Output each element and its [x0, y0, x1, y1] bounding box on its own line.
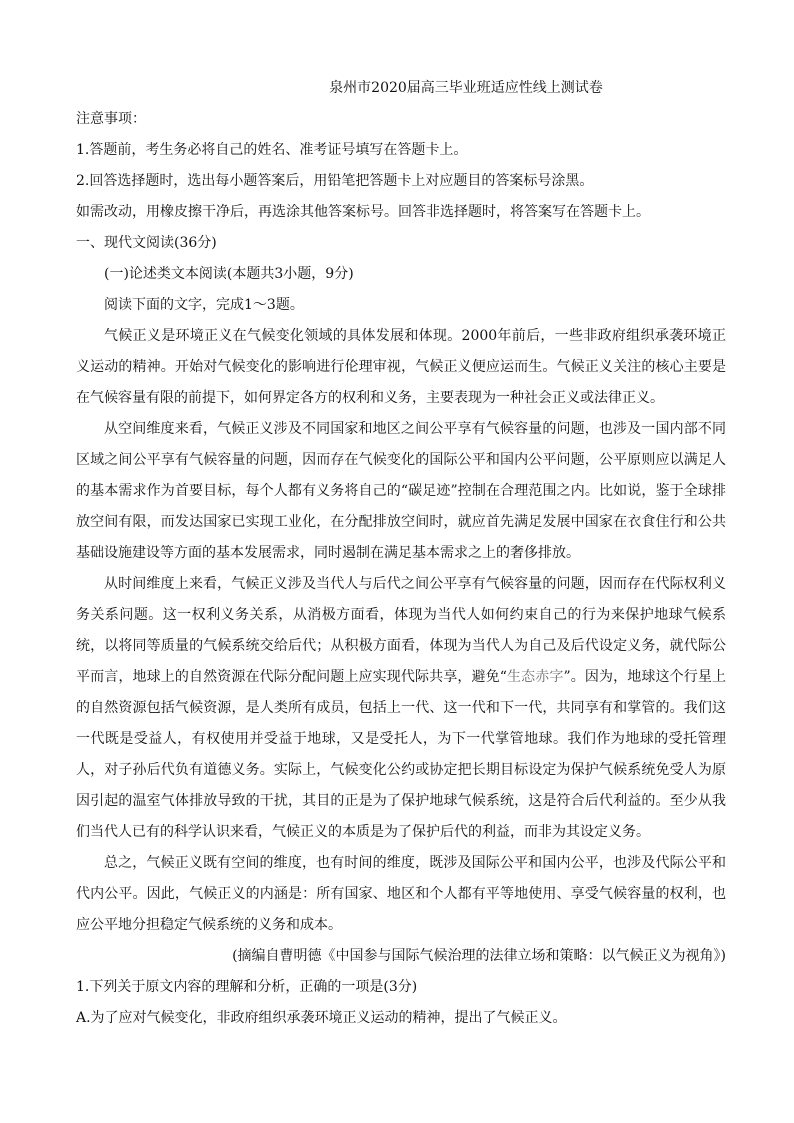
passage-paragraph-1: 气候正义是环境正义在气候变化领域的具体发展和体现。2000年前后，一些非政府组织承袭环境正义运动的精神。开始对气候变化的影响进行伦理审视，气候正义便应运而生。气候正义关注的核心主要是在气候容量有限的前提下，如何界定各方的权利和义务，主要表现为一种社会正义或法律正义。 — [76, 328, 726, 406]
passage-paragraph-4: 总之，气候正义既有空间的维度，也有时间的维度，既涉及国际公平和国内公平，也涉及代际公平和代内公平。因此，气候正义的内涵是：所有国家、地区和个人都有平等地使用、享受气候容量的权利，也应公平地分担稳定气候系统的义务和成本。 — [76, 855, 726, 933]
notice-heading: 注意事项： — [76, 111, 146, 127]
paragraph-3-part-2: ”。因为，地球这个行星上的自然资源包括气候资源，是人类所有成员，包括上一代、这一代和下一代，共同享有和掌管的。我们这一代既是受益人，有权使用并受益于地球，又是受托人，为下一代掌管地球。我们作为地球的受托管理人，对子孙后代负有道德义务。实际上，气候变化公约或协定把长期目标设定为保护气候系统免受人为原因引起的温室气体排放导致的干扰，其目的正是为了保护地球气候系统，这是符合后代利益的。至少从我们当代人已有的科学认识来看，气候正义的本质是为了保护后代的利益，而非为其设定义务。 — [76, 669, 726, 840]
passage-paragraph-3 — [76, 569, 726, 848]
notice-item-2: 2.回答选择题时，选出每小题答案后，用铅笔把答题卡上对应题目的答案标号涂黑。 — [76, 173, 594, 189]
passage-source: (摘编自曹明德《中国参与国际气候治理的法律立场和策略：以气候正义为视角》) — [232, 948, 726, 964]
notice-item-2-continued: 如需改动，用橡皮擦干净后，再选涂其他答案标号。回答非选择题时，将答案写在答题卡上。 — [76, 204, 650, 220]
exam-title: 泉州市2020届高三毕业班适应性线上测试卷 — [329, 80, 603, 96]
paragraph-3-part-1: 从时间维度上来看，气候正义涉及当代人与后代之间公平享有气候容量的问题，因而存在代际权利义务关系问题。这一权利义务关系，从消极方面看，体现为当代人如何约束自己的行为来保护地球气候系统，以将同等质量的气候系统交给后代；从积极方面看，体现为当代人为自己及后代设定义务，就代际公平而言，地球上的自然资源在代际分配问题上应实现代际共享，避免“ — [76, 576, 726, 685]
section-heading: 一、现代文阅读(36分) — [76, 235, 217, 251]
notice-item-1: 1.答题前，考生务必将自己的姓名、准考证号填写在答题卡上。 — [76, 142, 468, 158]
question-1: 1.下列关于原文内容的理解和分析，正确的一项是(3分) — [76, 979, 418, 995]
question-1-option-a: A.为了应对气候变化，非政府组织承袭环境正义运动的精神，提出了气候正义。 — [76, 1010, 567, 1026]
passage-paragraph-2: 从空间维度来看，气候正义涉及不同国家和地区之间公平享有气候容量的问题，也涉及一国内部不同区域之间公平享有气候容量的问题，因而存在气候变化的国际公平和国内公平问题，公平原则应以满足人的基本需求作为首要目标，每个人都有义务将自己的“碳足迹”控制在合理范围之内。比如说，鉴于全球排放空间有限，而发达国家已实现工业化，在分配排放空间时，就应首先满足发展中国家在衣食住行和公共基础设施建设等方面的基本发展需求，同时遏制在满足基本需求之上的奢侈排放。 — [76, 421, 726, 561]
ecological-deficit-term: 生态赤字 — [506, 669, 564, 685]
reading-instruction: 阅读下面的文字，完成1～3题。 — [104, 297, 304, 313]
exam-page — [76, 78, 726, 1034]
subsection-heading: (一)论述类文本阅读(本题共3小题，9分) — [104, 266, 354, 282]
